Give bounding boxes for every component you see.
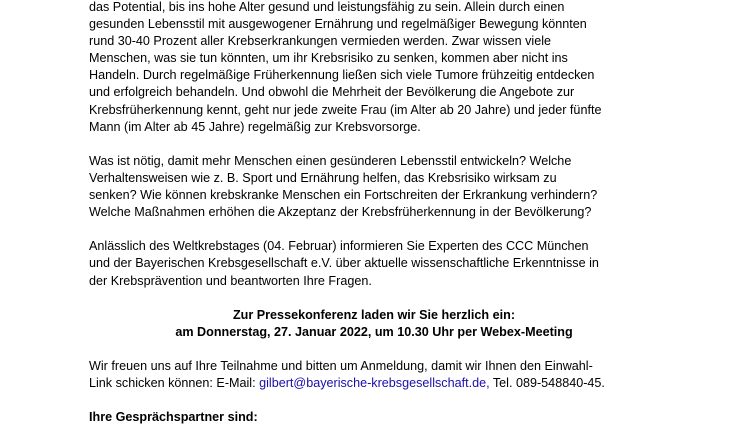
document-page — [89, 0, 689, 426]
registration-contact-line — [89, 375, 689, 392]
text-line: und der Bayerischen Krebsgesellschaft e.V. über aktuelle wissenschaftliche Erkenntnisse in — [89, 256, 599, 271]
paragraph-questions — [89, 153, 689, 221]
email-link[interactable]: gilbert@bayerische-krebsgesellschaft.de, — [259, 376, 490, 391]
contacts-heading: Ihre Gesprächspartner sind: — [89, 410, 258, 425]
text-line: Verhaltensweisen wie z. B. Sport und Ernährung helfen, das Krebsrisiko wirksam zu — [89, 170, 557, 185]
invitation-heading: Zur Pressekonferenz laden wir Sie herzlich ein: — [232, 307, 516, 322]
registration-prefix: Link schicken können: E-Mail: — [89, 376, 260, 391]
text-line: der Krebsprävention und beantworten Ihre Fragen. — [89, 273, 372, 288]
invitation-date: am Donnerstag, 27. Januar 2022, um 10.30 Uhr per Webex-Meeting — [175, 324, 573, 339]
registration-line: Wir freuen uns auf Ihre Teilnahme und bitten um Anmeldung, damit wir Ihnen den Einwahl- — [89, 358, 593, 373]
text-line: Anlässlich des Weltkrebstages (04. Februar) informieren Sie Experten des CCC München — [89, 239, 589, 254]
paragraph-spacer — [89, 221, 689, 238]
text-line: Was ist nötig, damit mehr Menschen einen gesünderen Lebensstil entwickeln? Welche — [89, 153, 572, 168]
paragraph-spacer — [89, 392, 689, 409]
registration-paragraph — [89, 358, 689, 392]
text-line: Menschen, was sie tun könnten, um ihr Krebsrisiko zu senken, kommen aber nicht ins — [89, 51, 568, 66]
paragraph-spacer — [89, 290, 689, 307]
text-line: das Potential, bis ins hohe Alter gesund und leistungsfähig zu sein. Allein durch einen — [89, 0, 565, 14]
text-line: gesunden Lebensstil mit ausgewogener Ernährung und regelmäßiger Bewegung könnten — [89, 17, 587, 32]
text-line: rund 30-40 Prozent aller Krebserkrankungen vermieden werden. Zwar wissen viele — [89, 34, 552, 49]
text-line: Welche Maßnahmen erhöhen die Akzeptanz der Krebsfrüherkennung in der Bevölkerung? — [89, 205, 592, 220]
text-line: und erfolgreich behandeln. Und obwohl die Mehrheit der Bevölkerung die Angebote zur — [89, 85, 575, 100]
registration-phone: Tel. 089-548840-45. — [489, 376, 605, 391]
paragraph-spacer — [89, 341, 689, 358]
text-line: Handeln. Durch regelmäßige Früherkennung ließen sich viele Tumore frühzeitig entdecken — [89, 68, 595, 83]
paragraph-lifestyle — [89, 0, 689, 136]
paragraph-spacer — [89, 136, 689, 153]
paragraph-world-cancer-day — [89, 238, 689, 289]
text-line: senken? Wie können krebskranke Menschen ein Fortschreiten der Erkrankung verhindern? — [89, 188, 598, 203]
press-conference-invitation — [89, 307, 689, 341]
text-line: Krebsfrüherkennung kennt, geht nur jede zweite Frau (im Alter ab 20 Jahre) und jeder fünfte — [89, 102, 602, 117]
text-line: Mann (im Alter ab 45 Jahre) regelmäßig zur Krebsvorsorge. — [89, 119, 421, 134]
